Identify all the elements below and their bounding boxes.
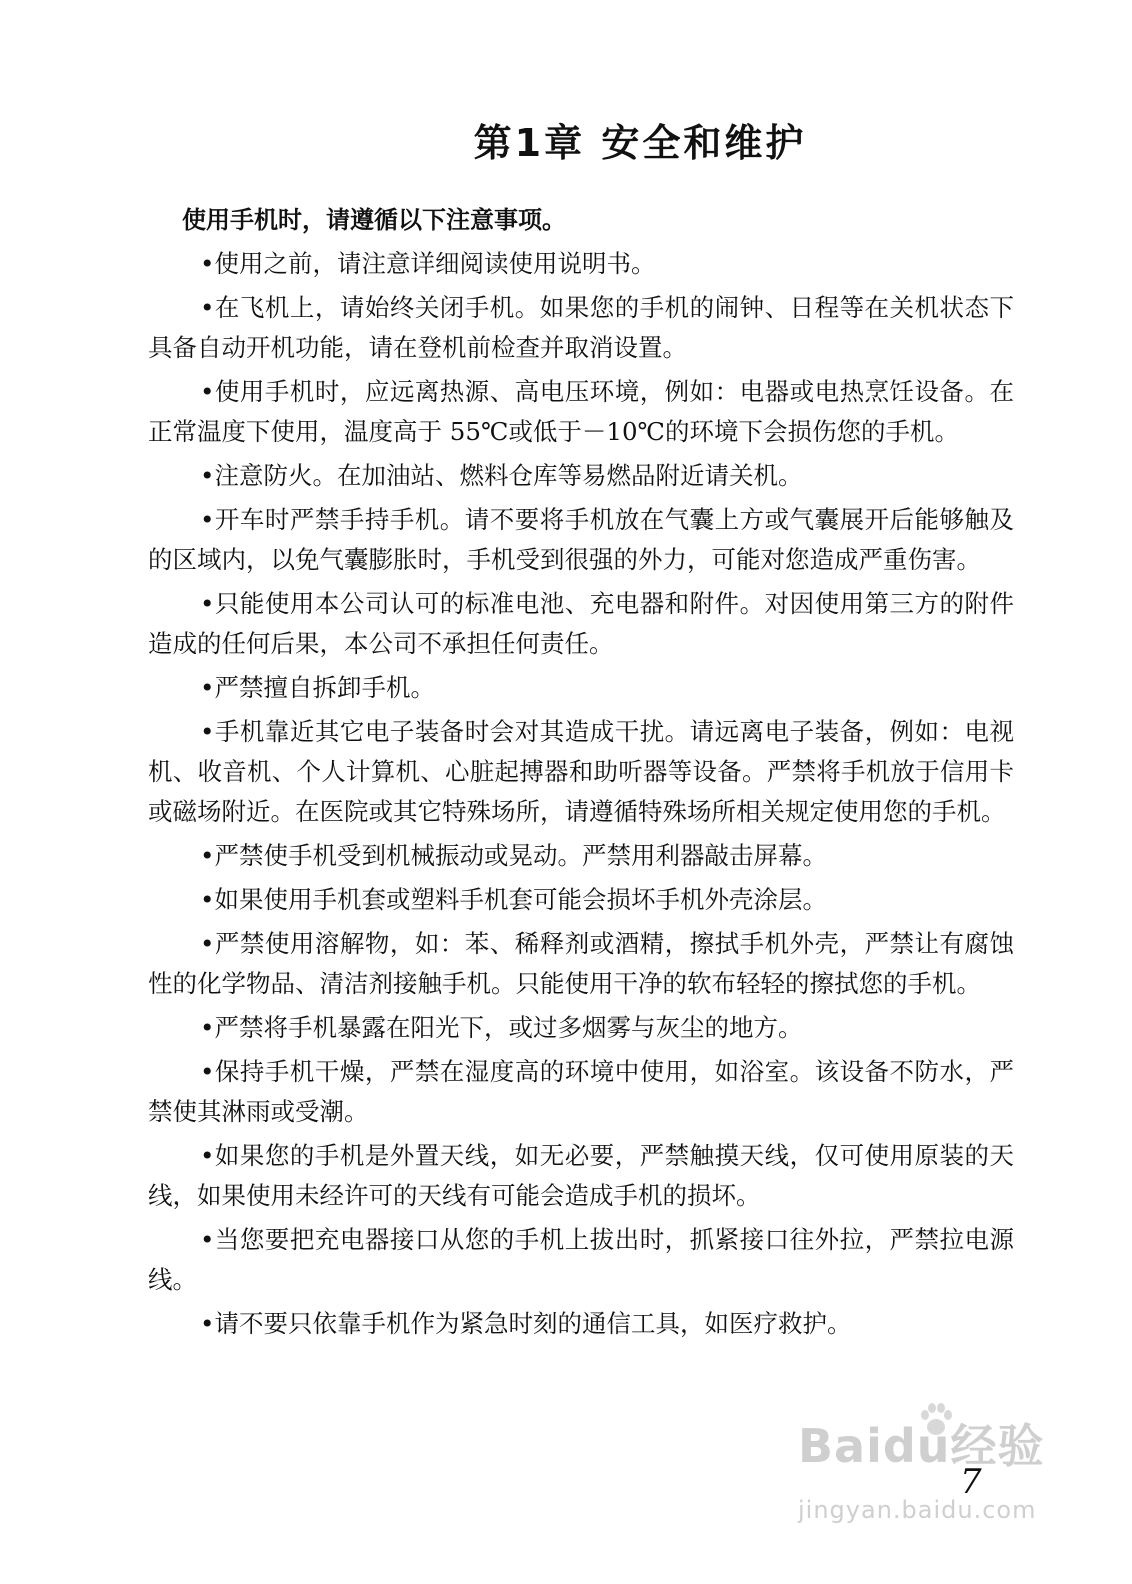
safety-item: •如果您的手机是外置天线，如无必要，严禁触摸天线，仅可使用原装的天线，如果使用未经许可的天线有可能会造成手机的损坏。 [148,1141,1014,1210]
chapter-title: 第1章 安全和维护 [473,121,807,165]
safety-item: •严禁擅自拆卸手机。 [200,673,435,702]
baidu-watermark [798,1400,1068,1540]
safety-item: •在飞机上，请始终关闭手机。如果您的手机的闹钟、日程等在关机状态下具备自动开机功能，请在登机前检查并取消设置。 [148,293,1014,362]
safety-item: •严禁使用溶解物，如：苯、稀释剂或酒精，擦拭手机外壳，严禁让有腐蚀性的化学物品、清洁剂接触手机。只能使用干净的软布轻轻的擦拭您的手机。 [148,929,1014,998]
page-number: 7 [960,1462,982,1502]
lead-sentence: 使用手机时，请遵循以下注意事项。 [182,206,566,234]
safety-item: •当您要把充电器接口从您的手机上拔出时，抓紧接口往外拉，严禁拉电源线。 [148,1225,1014,1294]
safety-item: •如果使用手机套或塑料手机套可能会损坏手机外壳涂层。 [200,885,827,914]
safety-item: •严禁将手机暴露在阳光下，或过多烟雾与灰尘的地方。 [200,1013,803,1042]
safety-item: •保持手机干燥，严禁在湿度高的环境中使用，如浴室。该设备不防水，严禁使其淋雨或受潮。 [148,1057,1014,1126]
safety-item: •开车时严禁手持手机。请不要将手机放在气囊上方或气囊展开后能够触及的区域内，以免气囊膨胀时，手机受到很强的外力，可能对您造成严重伤害。 [148,505,1014,574]
safety-item: •手机靠近其它电子装备时会对其造成干扰。请远离电子装备，例如：电视机、收音机、个人计算机、心脏起搏器和助听器等设备。严禁将手机放于信用卡或磁场附近。在医院或其它特殊场所，请遵循特殊场所相关规定使用您的手机。 [148,717,1014,826]
safety-item: •使用之前，请注意详细阅读使用说明书。 [200,249,656,278]
safety-item: •只能使用本公司认可的标准电池、充电器和附件。对因使用第三方的附件造成的任何后果，本公司不承担任何责任。 [148,589,1014,658]
content-body [148,200,1014,1348]
watermark-url: jingyan.baidu.com [798,1496,1037,1524]
safety-item: •严禁使手机受到机械振动或晃动。严禁用利器敲击屏幕。 [200,841,827,870]
safety-item: •注意防火。在加油站、燃料仓库等易燃品附近请关机。 [200,461,803,490]
safety-item: •请不要只依靠手机作为紧急时刻的通信工具，如医疗救护。 [200,1309,852,1338]
watermark-logo: Baidu经验 [798,1419,1045,1473]
safety-item: •使用手机时，应远离热源、高电压环境，例如：电器或电热烹饪设备。在正常温度下使用，温度高于 55℃或低于－10℃的环境下会损伤您的手机。 [148,377,1014,446]
